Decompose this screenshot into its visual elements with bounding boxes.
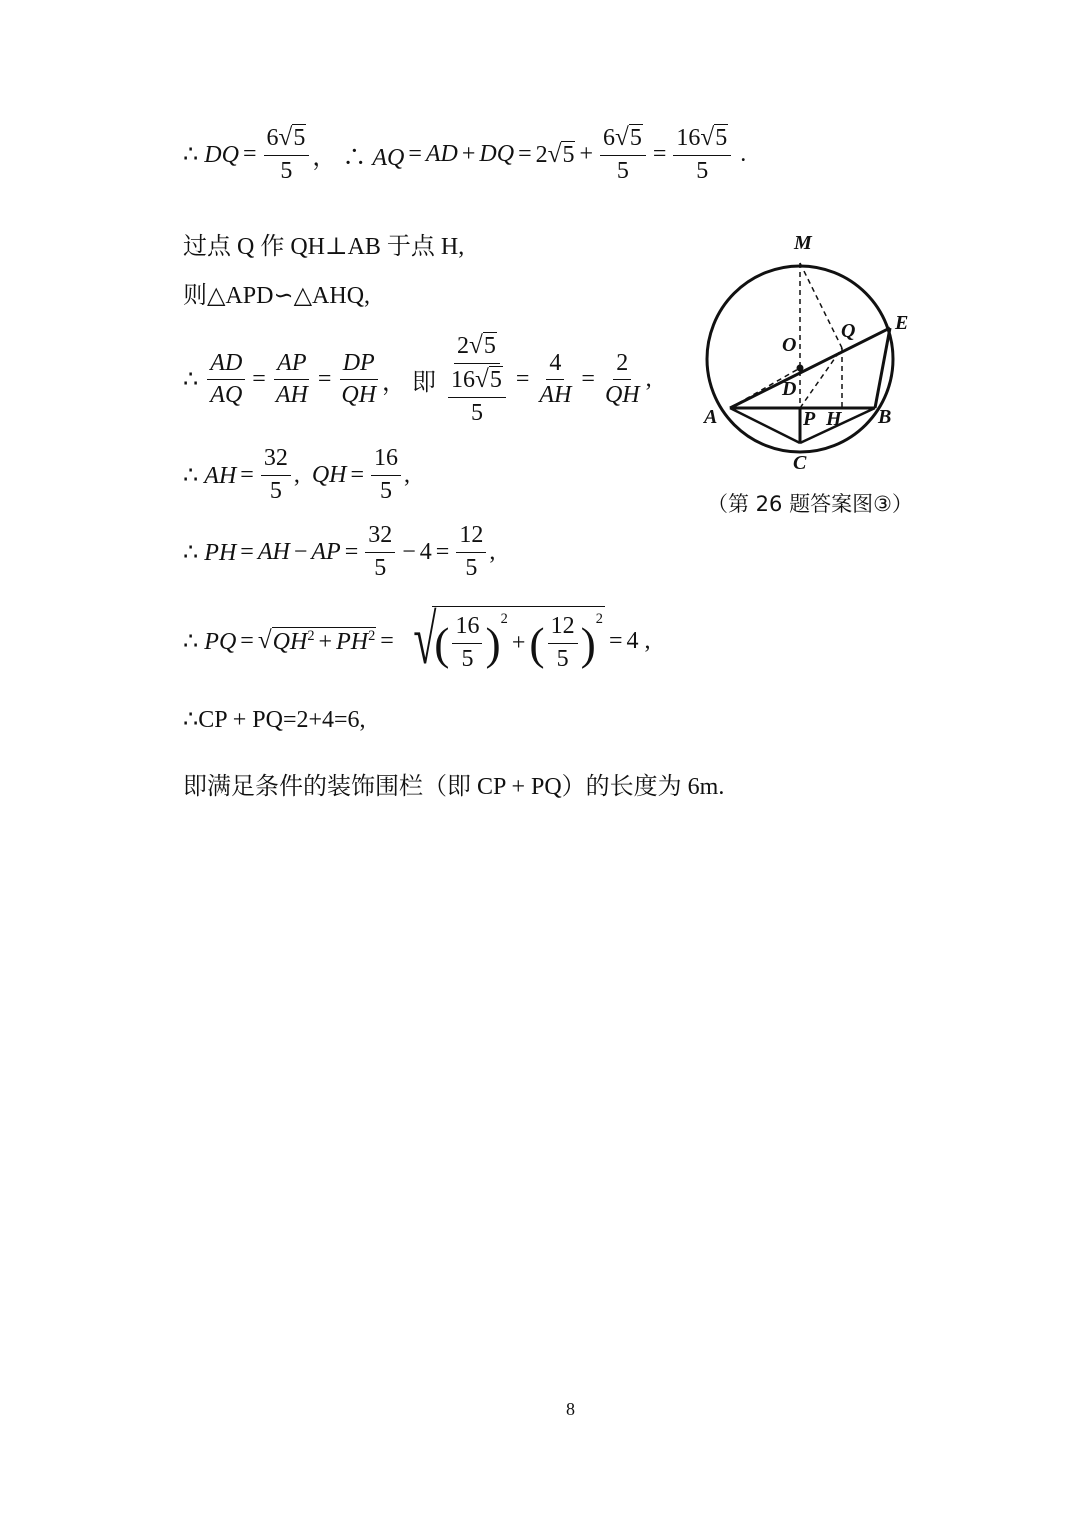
geometry-figure — [690, 225, 930, 475]
line-9 — [183, 766, 724, 801]
dash-mq — [800, 263, 842, 348]
line-4: ∴ $\frac{AD}{AQ}$ = $\frac{AP}{AH}$ = $\frac{DP}{QH}$ ， 即 2 √ 5 16 √ 5 5 = $\frac{4}{AH}$ = $\frac{2}{QH}$ , — [183, 332, 652, 426]
label-d: D — [782, 378, 797, 400]
label-q: Q — [841, 320, 856, 342]
segment-ae — [730, 328, 890, 408]
line-3 — [183, 275, 370, 310]
line-7: ∴ PQ = √ $QH^2 + PH^2$ = √ ( $\frac{16}{5}$ ) $^2$ + ( $\frac{12}{5}$ ) $^2$ = 4 , — [183, 602, 651, 679]
label-b: B — [878, 406, 892, 428]
line-3-text: 则△APD∽△AHQ, — [183, 283, 371, 309]
figure-caption: （第 26 题答案图③） — [707, 492, 913, 516]
segment-eb — [875, 328, 890, 408]
label-o: O — [782, 334, 797, 356]
label-a: A — [704, 406, 718, 428]
line-9-text: 即满足条件的装饰围栏（即 CP + PQ）的长度为 6m. — [183, 774, 725, 800]
dash-pq — [800, 348, 842, 408]
line-1: ∴ DQ = 6 √ 5 5 ， ∴ AQ = AD + DQ = 2 √ 5 + 6 √ 5 5 = 16 √ 5 5 . — [183, 124, 747, 184]
line-2-text: 过点 Q 作 QH⊥AB 于点 H, — [183, 234, 465, 260]
line-8 — [183, 705, 366, 734]
label-m: M — [794, 232, 812, 254]
line-8-text: ∴CP + PQ=2+4=6, — [183, 707, 366, 733]
line-5: ∴ AH = $\frac{32}{5}$ , QH = $\frac{16}{5}$ , — [183, 445, 411, 504]
page-number: 8 — [566, 1399, 575, 1419]
segment-ac — [730, 408, 800, 443]
label-h: H — [826, 408, 842, 430]
line-6: ∴ PH = AH − AP = $\frac{32}{5}$ − 4 = $\frac{12}{5}$ , — [183, 522, 496, 581]
line-2 — [183, 226, 464, 261]
label-c: C — [793, 452, 807, 474]
label-p: P — [803, 408, 816, 430]
label-e: E — [895, 312, 909, 334]
point-o — [797, 365, 804, 372]
